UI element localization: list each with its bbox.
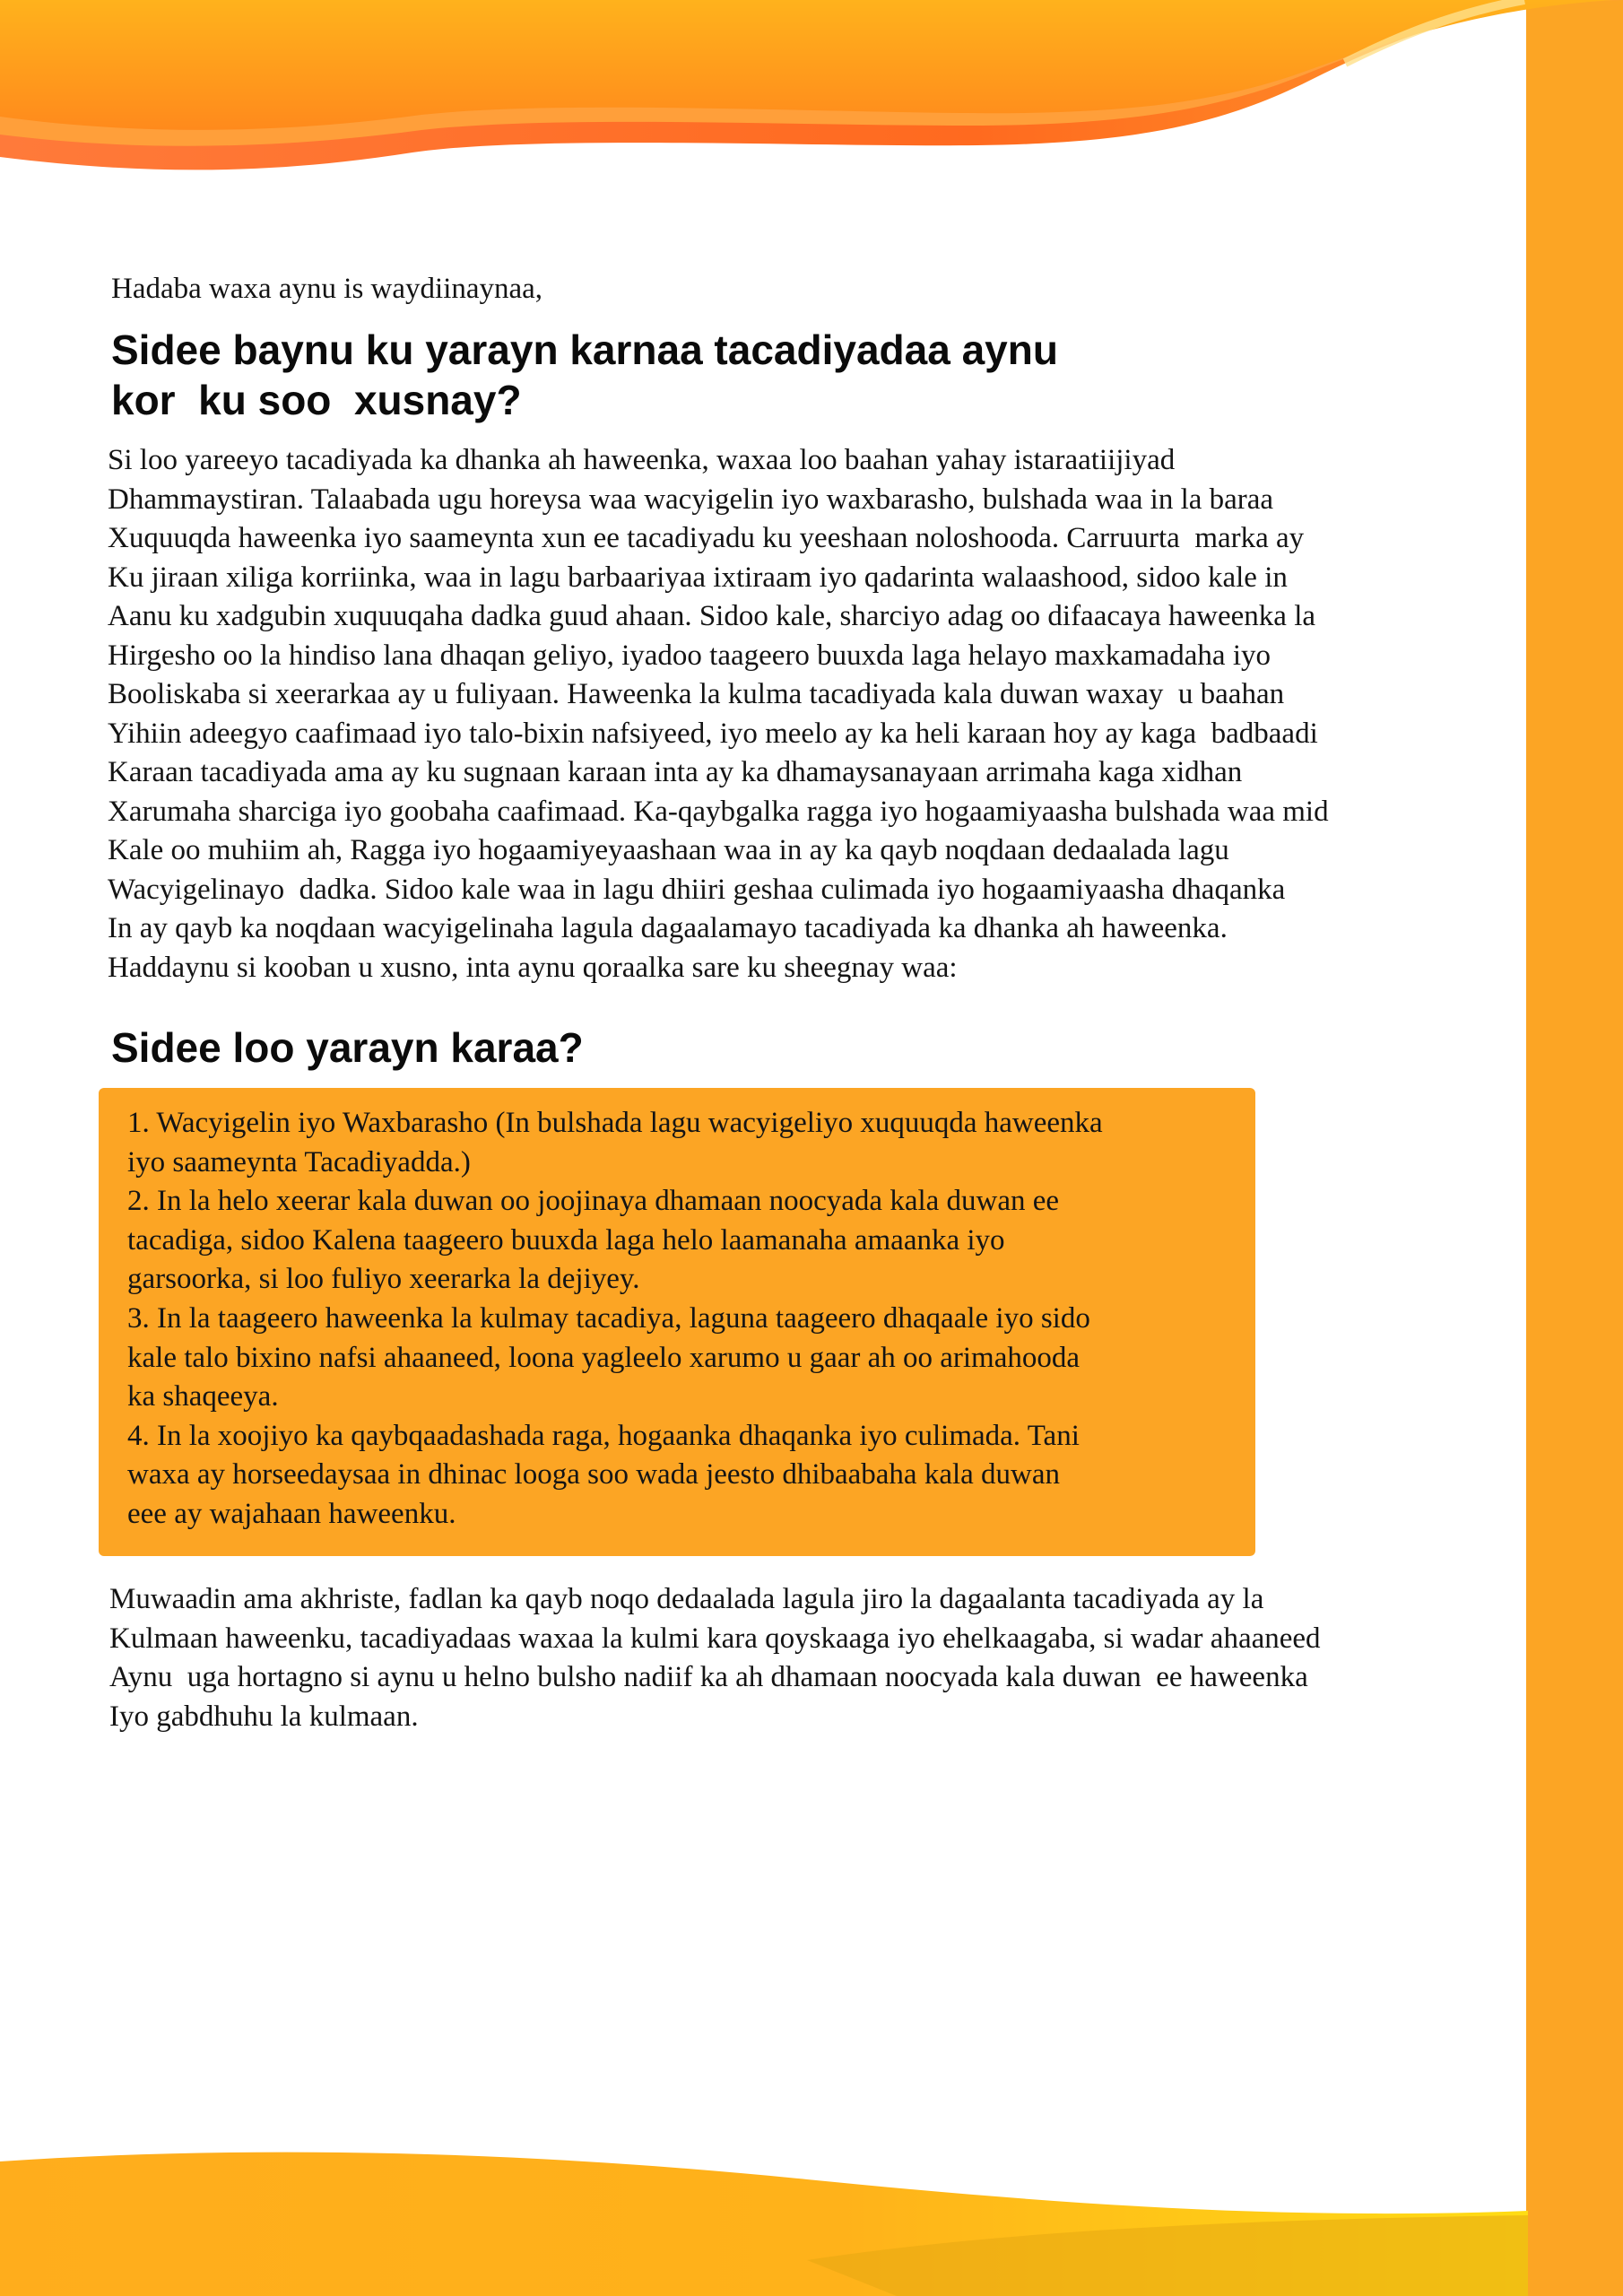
body-line: In ay qayb ka noqdaan wacyigelinaha lagula dagaalamayo tacadiyada ka dhanka ah haweenka. (108, 912, 1228, 944)
tips-line: waxa ay horseedaysaa in dhinac looga soo wada jeesto dhibaabaha kala duwan (127, 1458, 1061, 1492)
body-paragraph (108, 441, 1506, 987)
tips-line: 2. In la helo xeerar kala duwan oo joojinaya dhamaan noocyada kala duwan ee (127, 1185, 1060, 1218)
body-line: Dhammaystiran. Talaabada ugu horeysa waa wacyigelin iyo waxbarasho, bulshada waa in la baraa (108, 483, 1274, 516)
body-line: Wacyigelinayo dadka. Sidoo kale waa in lagu dhiiri geshaa culimada iyo hogaamiyaasha dhaqanka (108, 873, 1286, 906)
tips-box (99, 1088, 1255, 1556)
tips-line: tacadiga, sidoo Kalena taageero buuxda laga helo laamanaha amaanka iyo (127, 1223, 1005, 1257)
tips-line: 4. In la xoojiyo ka qaybqaadashada raga, hogaanka dhaqanka iyo culimada. Tani (127, 1419, 1080, 1452)
body-line: Aanu ku xadgubin xuquuqaha dadka guud ahaan. Sidoo kale, sharciyo adag oo difaacaya haweenka la (108, 600, 1316, 632)
closing-paragraph (109, 1580, 1508, 1736)
body-line: Xuquuqda haweenka iyo saameynta xun ee tacadiyadu ku yeeshaan noloshooda. Carruurta marka ay (108, 522, 1305, 554)
tips-line: garsoorka, si loo fuliyo xeerarka la dejiyey. (127, 1263, 640, 1296)
tips-line: eee ay wajahaan haweenku. (127, 1497, 456, 1530)
body-line: Karaan tacadiyada ama ay ku sugnaan karaan inta ay ka dhamaysanayaan arrimaha kaga xidhan (108, 756, 1243, 788)
intro-line: Hadaba waxa aynu is waydiinaynaa, (111, 273, 543, 305)
body-line: Xarumaha sharciga iyo goobaha caafimaad. Ka-qaybgalka ragga iyo hogaamiyaasha bulshada waa mid (108, 795, 1329, 828)
question-heading-line: kor ku soo xusnay? (111, 377, 522, 423)
closing-line: Muwaadin ama akhriste, fadlan ka qayb noqo dedaalada lagula jiro la dagaalanta tacadiyada ay la (109, 1583, 1264, 1615)
tips-line: iyo saameynta Tacadiyadda.) (127, 1145, 471, 1178)
tips-line: kale talo bixino nafsi ahaaneed, loona yagleelo xarumo u gaar ah oo arimahooda (127, 1341, 1081, 1374)
tips-list (127, 1104, 1239, 1535)
body-line: Booliskaba si xeerarkaa ay u fuliyaan. Haweenka la kulma tacadiyada kala duwan waxay u baahan (108, 678, 1285, 710)
body-line: Yihiin adeegyo caafimaad iyo talo-bixin nafsiyeed, iyo meelo ay ka heli karaan hoy ay kaga badbaadi (108, 717, 1318, 750)
body-line: Ku jiraan xiliga korriinka, waa in lagu barbaariyaa ixtiraam iyo qadarinta walaashood, sidoo kale in (108, 561, 1288, 594)
question-heading (111, 325, 1187, 425)
tips-line: 3. In la taageero haweenka la kulmay tacadiya, laguna taageero dhaqaale iyo sido (127, 1301, 1090, 1335)
question-heading-line: Sidee baynu ku yarayn karnaa tacadiyadaa aynu (111, 326, 1058, 373)
closing-line: Aynu uga hortagno si aynu u helno bulsho nadiif ka ah dhamaan noocyada kala duwan ee haweenka (109, 1661, 1308, 1693)
body-line: Haddaynu si kooban u xusno, inta aynu qoraalka sare ku sheegnay waa: (108, 951, 958, 984)
how-heading: Sidee loo yarayn karaa? (111, 1024, 584, 1071)
closing-line: Kulmaan haweenku, tacadiyadaas waxaa la kulmi kara qoyskaaga iyo ehelkaagaba, si wadar ahaaneed (109, 1622, 1321, 1655)
tips-line: ka shaqeeya. (127, 1380, 279, 1413)
tips-line: 1. Wacyigelin iyo Waxbarasho (In bulshada lagu wacyigeliyo xuquuqda haweenka (127, 1107, 1103, 1139)
body-line: Hirgesho oo la hindiso lana dhaqan geliyo, iyadoo taageero buuxda laga helayo maxkamadaha iyo (108, 639, 1271, 672)
body-line: Kale oo muhiim ah, Ragga iyo hogaamiyeyaashaan waa in ay ka qayb noqdaan dedaalada lagu (108, 834, 1229, 866)
closing-line: Iyo gabdhuhu la kulmaan. (109, 1700, 419, 1733)
body-line: Si loo yareeyo tacadiyada ka dhanka ah haweenka, waxaa loo baahan yahay istaraatiijiyad (108, 444, 1176, 476)
right-side-bar (1526, 0, 1623, 2296)
